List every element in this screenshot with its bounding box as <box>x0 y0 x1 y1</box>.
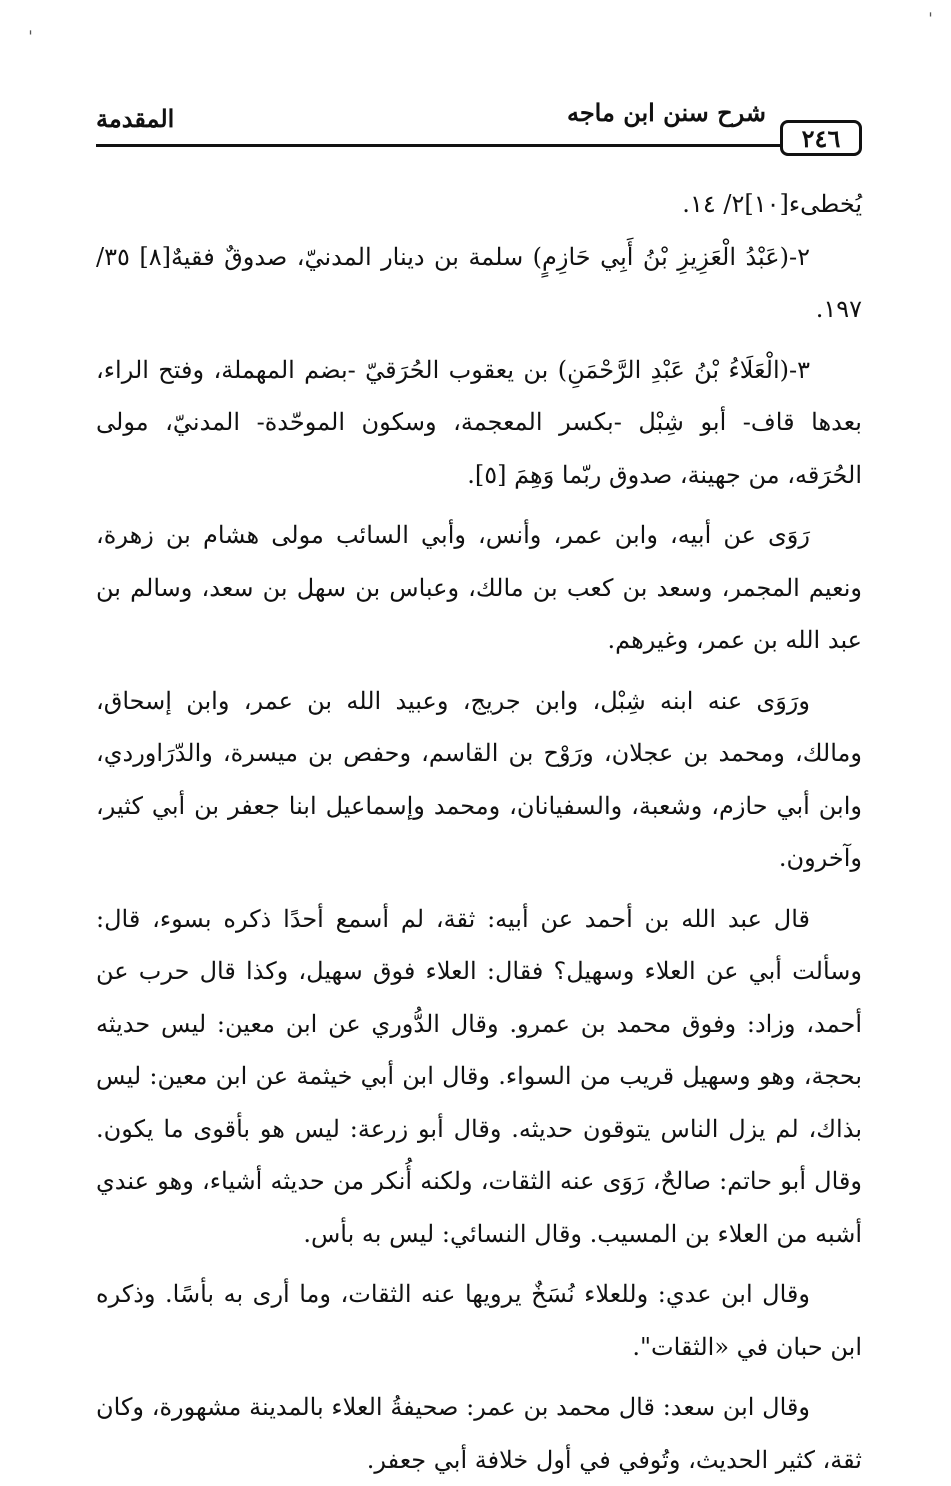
scan-mark: ˈ <box>28 28 33 49</box>
narrator-entry-3: ٣-(الْعَلَاءُ بْنُ عَبْدِ الرَّحْمَنِ) بن يعقوب الحُرَقيّ -بضم المهملة، وفتح الراء، بعدها قاف- أبو شِبْل -بكسر المعجمة، وسكون الموحّدة- المدنيّ، مولى الحُرَقه، من جهينة، صدوق ربّما وَهِمَ [٥]. <box>96 355 862 489</box>
paragraph-narrated-from: رَوَى عن أبيه، وابن عمر، وأنس، وأبي السائب مولى هشام بن زهرة، ونعيم المجمر، وسعد بن كعب بن مالك، وعباس بن سهل بن سعد، وسالم بن عبد الله بن عمر، وغيرهم. <box>96 521 862 654</box>
paragraph-continuation: يُخطىء[١٠]٢/ ١٤. <box>682 190 862 218</box>
page-body <box>96 178 862 1486</box>
paragraph-narrated-by: ورَوَى عنه ابنه شِبْل، وابن جريج، وعبيد الله بن عمر، وابن إسحاق، ومالك، ومحمد بن عجلان، ورَوْح بن القاسم، وحفص بن ميسرة، والدّرَاوردي، وابن أبي حازم، وشعبة، والسفيانان، ومحمد وإسماعيل ابنا جعفر بن أبي كثير، وآخرون. <box>96 686 862 872</box>
paragraph-ibn-adi: وقال ابن عدي: وللعلاء نُسَخٌ يرويها عنه الثقات، وما أرى به بأسًا. وذكره ابن حبان في «الثقات". <box>96 1280 862 1361</box>
paragraph-assessments: قال عبد الله بن أحمد عن أبيه: ثقة، لم أسمع أحدًا ذكره بسوء، قال: وسألت أبي عن العلاء وسهيل؟ فقال: العلاء فوق سهيل، وكذا قال حرب عن أحمد، وزاد: وفوق محمد بن عمرو. وقال الدُّوري عن ابن معين: ليس حديثه بحجة، وهو وسهيل قريب من السواء. وقال ابن أبي خيثمة عن ابن معين: ليس بذاك، لم يزل الناس يتوقون حديثه. وقال أبو زرعة: ليس هو بأقوى ما يكون. وقال أبو حاتم: صالحٌ، رَوَى عنه الثقات، ولكنه أُنكر من حديثه أشياء، وهو عندي أشبه من العلاء بن المسيب. وقال النسائي: ليس به بأس. <box>96 904 863 1248</box>
page-header <box>96 96 862 156</box>
header-rule <box>96 144 782 147</box>
narrator-entry-2: ٢-(عَبْدُ الْعَزِيزِ بْنُ أَبِي حَازِمٍ) سلمة بن دينار المدنيّ، صدوقٌ فقيهٌ[٨] ٣٥/ ١٩٧. <box>96 242 862 323</box>
paragraph-ibn-sad: وقال ابن سعد: قال محمد بن عمر: صحيفةُ العلاء بالمدينة مشهورة، وكان ثقة، كثير الحديث، وتُوفي في أول خلافة أبي جعفر. <box>96 1393 862 1474</box>
book-title: شرح سنن ابن ماجه <box>566 98 766 127</box>
page-number: ٢٤٦ <box>780 120 862 156</box>
scan-mark: ˈ <box>928 10 933 31</box>
section-title: المقدمة <box>96 104 175 133</box>
